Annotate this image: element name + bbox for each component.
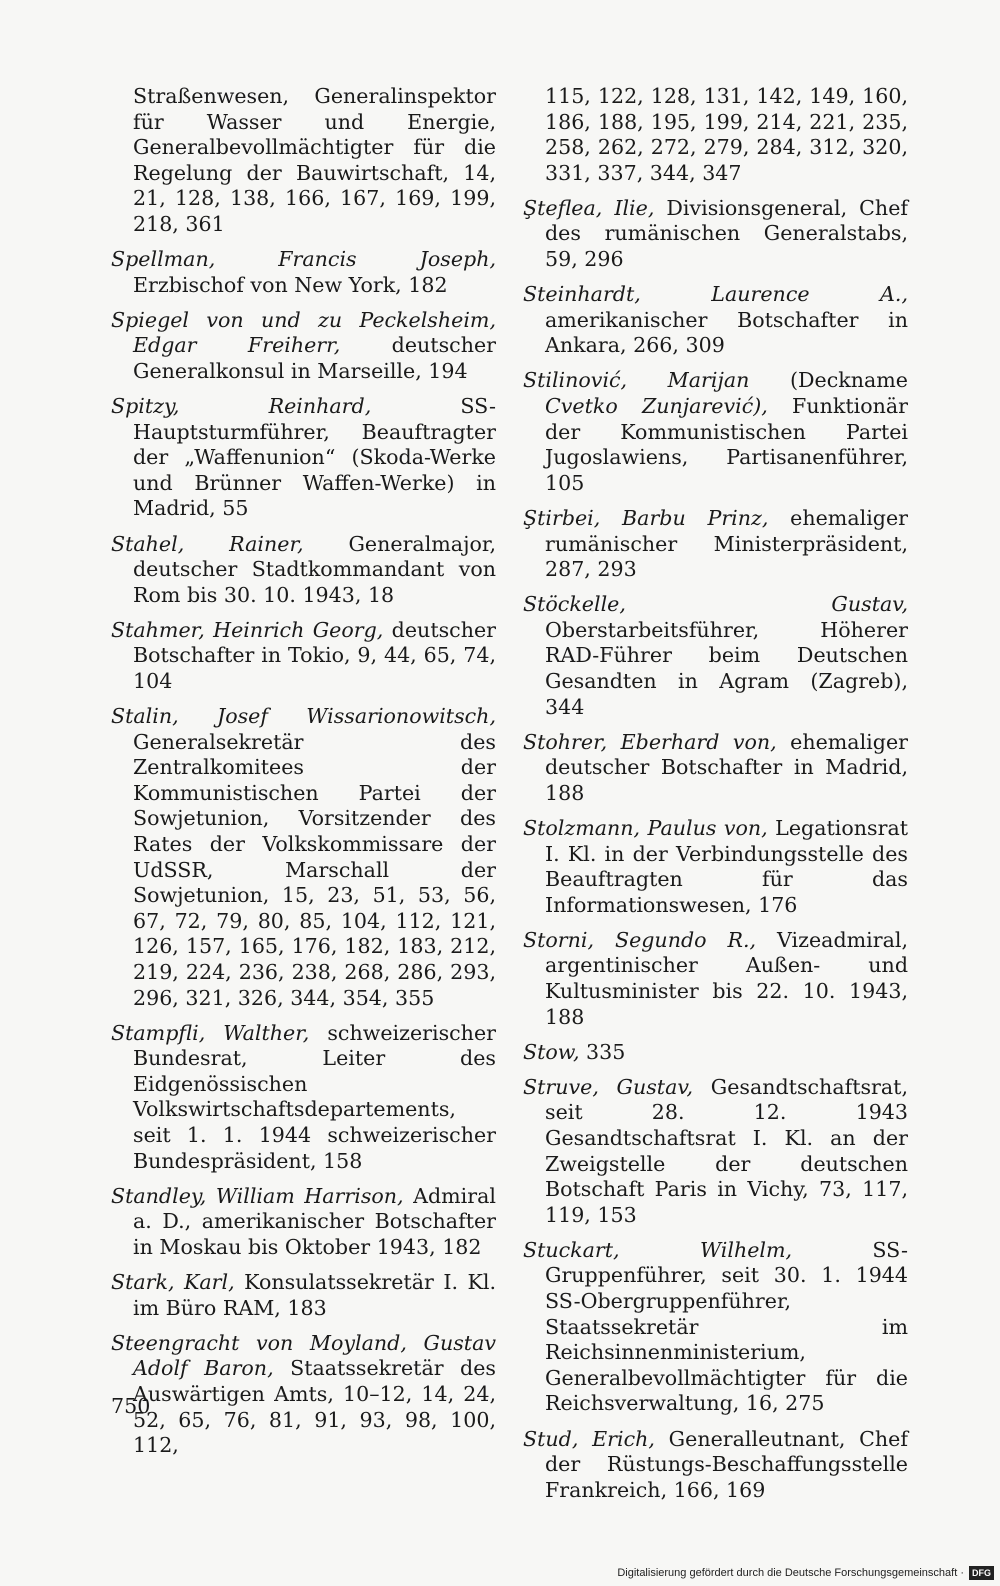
entry-name: Steengracht von Moyland, Gustav Adolf Baron, <box>111 1330 496 1381</box>
entry-name: Struve, Gustav, <box>523 1074 694 1099</box>
entry-name: Spitzy, Reinhard, <box>111 394 372 419</box>
index-entry <box>111 247 496 298</box>
entry-text: Legationsrat I. Kl. in der Verbindungsstelle des Beauftragten für das Informationswesen, 176 <box>545 815 908 917</box>
index-entry <box>523 592 908 720</box>
index-entry <box>523 196 908 273</box>
entry-name: Stahel, Rainer, <box>111 531 304 556</box>
index-entry <box>523 506 908 583</box>
index-entry <box>111 1184 496 1261</box>
entry-name: Stohrer, Eberhard von, <box>523 729 777 754</box>
entry-name: Stalin, Josef Wissarionowitsch, <box>111 704 496 729</box>
entry-name: Stow, <box>523 1039 580 1064</box>
index-entry <box>111 1331 496 1459</box>
entry-text: 115, 122, 128, 131, 142, 149, 160, 186, 188, 195, 199, 214, 221, 235, 258, 262, 272, 279, 284, 312, 320, 331, 337, 344, 347 <box>545 84 908 185</box>
index-entry <box>111 618 496 695</box>
entry-text: 335 <box>579 1039 626 1064</box>
entry-text: (Deckname <box>749 368 908 393</box>
dfg-logo-icon: DFG <box>969 1566 994 1580</box>
entry-text: Vizeadmiral, argentinischer Außen- und Kultusminister bis 22. 10. 1943, 188 <box>545 927 908 1029</box>
index-entry-continuation <box>111 84 496 238</box>
entry-text: Gesandtschaftsrat, seit 28. 12. 1943 Gesandtschaftsrat I. Kl. an der Zweigstelle der deutschen Botschaft Paris in Vichy, 73, 117, 119, 153 <box>545 1074 909 1227</box>
entry-text: deutscher Generalkonsul in Marseille, 194 <box>133 333 496 383</box>
entry-text: Admiral a. D., amerikanischer Botschafter in Moskau bis Oktober 1943, 182 <box>133 1183 496 1259</box>
index-entry <box>523 1238 908 1417</box>
entry-name: Ştirbei, Barbu Prinz, <box>523 505 769 530</box>
entry-text: Generalsekretär des Zentralkomitees der Kommunistischen Partei der Sowjetunion, Vorsitzender des Rates der Volkskommissare der UdSSR, Marschall der Sowjetunion, 15, 23, 51, 53, 56, 67, 72, 79, 80, 85, 104, 112, 121, 126, 157, 165, 176, 182, 183, 212, 219, 224, 236, 238, 268, 286, 293, 296, 321, 326, 344, 354, 355 <box>133 729 496 1010</box>
index-entry <box>523 816 908 918</box>
footer-text: Digitalisierung gefördert durch die Deutsche Forschungsgemeinschaft · <box>617 1567 964 1579</box>
entry-name: Stahmer, Heinrich Georg, <box>111 617 384 642</box>
index-entry <box>111 704 496 1011</box>
entry-text: Erzbischof von New York, 182 <box>133 272 448 297</box>
entry-name: Stark, Karl, <box>111 1270 235 1295</box>
index-entry-continuation <box>523 84 908 186</box>
entry-text: Oberstarbeitsführer, Höherer RAD-Führer beim Deutschen Gesandten in Agram (Zagreb), 344 <box>545 617 908 719</box>
entry-text: schweizerischer Bundesrat, Leiter des Eidgenössischen Volkswirtschaftsdepartements, seit 1. 1. 1944 schweizerischer Bundespräsident, 158 <box>133 1020 496 1173</box>
entry-text: Generalmajor, deutscher Stadtkommandant von Rom bis 30. 10. 1943, 18 <box>133 531 496 607</box>
entry-name: Spiegel von und zu Peckelsheim, Edgar Freiherr, <box>111 307 496 358</box>
footer <box>617 1566 994 1580</box>
entry-text: Funktionär der Kommunistischen Partei Jugoslawiens, Partisanenführer, 105 <box>545 394 908 495</box>
entry-name: Stöckelle, Gustav, <box>523 592 908 617</box>
entry-text: SS-Gruppenführer, seit 30. 1. 1944 SS-Obergruppenführer, Staatssekretär im Reichsinnenministerium, Generalbevollmächtigter für die Reichsverwaltung, 16, 275 <box>545 1237 908 1416</box>
index-entry <box>111 308 496 385</box>
index-entry <box>111 394 496 522</box>
right-column <box>523 84 908 1513</box>
entry-text: ehemaliger rumänischer Ministerpräsident, 287, 293 <box>545 505 908 582</box>
entry-name: Cvetko Zunjarević), <box>545 394 768 419</box>
entry-name: Standley, William Harrison, <box>111 1183 404 1208</box>
index-entry <box>523 928 908 1030</box>
index-entry <box>523 368 908 496</box>
entry-text: SS-Hauptsturmführer, Beauftragter der „Waffenunion“ (Skoda-Werke und Brünner Waffen-Werke) in Madrid, 55 <box>133 394 496 521</box>
entry-name: Stampfli, Walther, <box>111 1020 310 1045</box>
index-entry <box>523 282 908 359</box>
entry-name: Stolzmann, Paulus von, <box>523 815 768 840</box>
index-entry <box>523 730 908 807</box>
entry-name: Spellman, Francis Joseph, <box>111 247 496 272</box>
index-entry <box>111 532 496 609</box>
entry-name: Stud, Erich, <box>523 1426 655 1451</box>
index-entry <box>111 1270 496 1321</box>
entry-name: Stilinović, Marijan <box>523 368 750 393</box>
entry-name: Steinhardt, Laurence A., <box>523 282 908 307</box>
entry-name: Şteflea, Ilie, <box>523 195 655 220</box>
index-entry <box>111 1021 496 1175</box>
entry-name: Stuckart, Wilhelm, <box>523 1237 793 1262</box>
index-entry <box>523 1040 908 1066</box>
entry-text: Straßenwesen, Generalinspektor für Wasser und Energie, Generalbevollmächtigter für die Regelung der Bauwirtschaft, 14, 21, 128, 138, 166, 167, 169, 199, 218, 361 <box>133 84 496 236</box>
entry-text: Konsulatssekretär I. Kl. im Büro RAM, 183 <box>133 1270 496 1320</box>
index-entry <box>523 1075 908 1229</box>
entry-text: amerikanischer Botschafter in Ankara, 266, 309 <box>545 307 908 358</box>
entry-text: Generalleutnant, Chef der Rüstungs-Beschaffungsstelle Frankreich, 166, 169 <box>545 1426 908 1502</box>
left-column <box>111 84 496 1468</box>
page-number: 750 <box>111 1394 151 1418</box>
entry-text: ehemaliger deutscher Botschafter in Madrid, 188 <box>545 729 908 805</box>
entry-name: Storni, Segundo R., <box>523 927 757 952</box>
entry-text: Staatssekretär des Auswärtigen Amts, 10–12, 14, 24, 52, 65, 76, 81, 91, 93, 98, 100, 112, <box>133 1356 496 1458</box>
entry-text: Divisionsgeneral, Chef des rumänischen Generalstabs, 59, 296 <box>545 195 909 272</box>
entry-text: deutscher Botschafter in Tokio, 9, 44, 65, 74, 104 <box>133 617 496 693</box>
index-entry <box>523 1427 908 1504</box>
